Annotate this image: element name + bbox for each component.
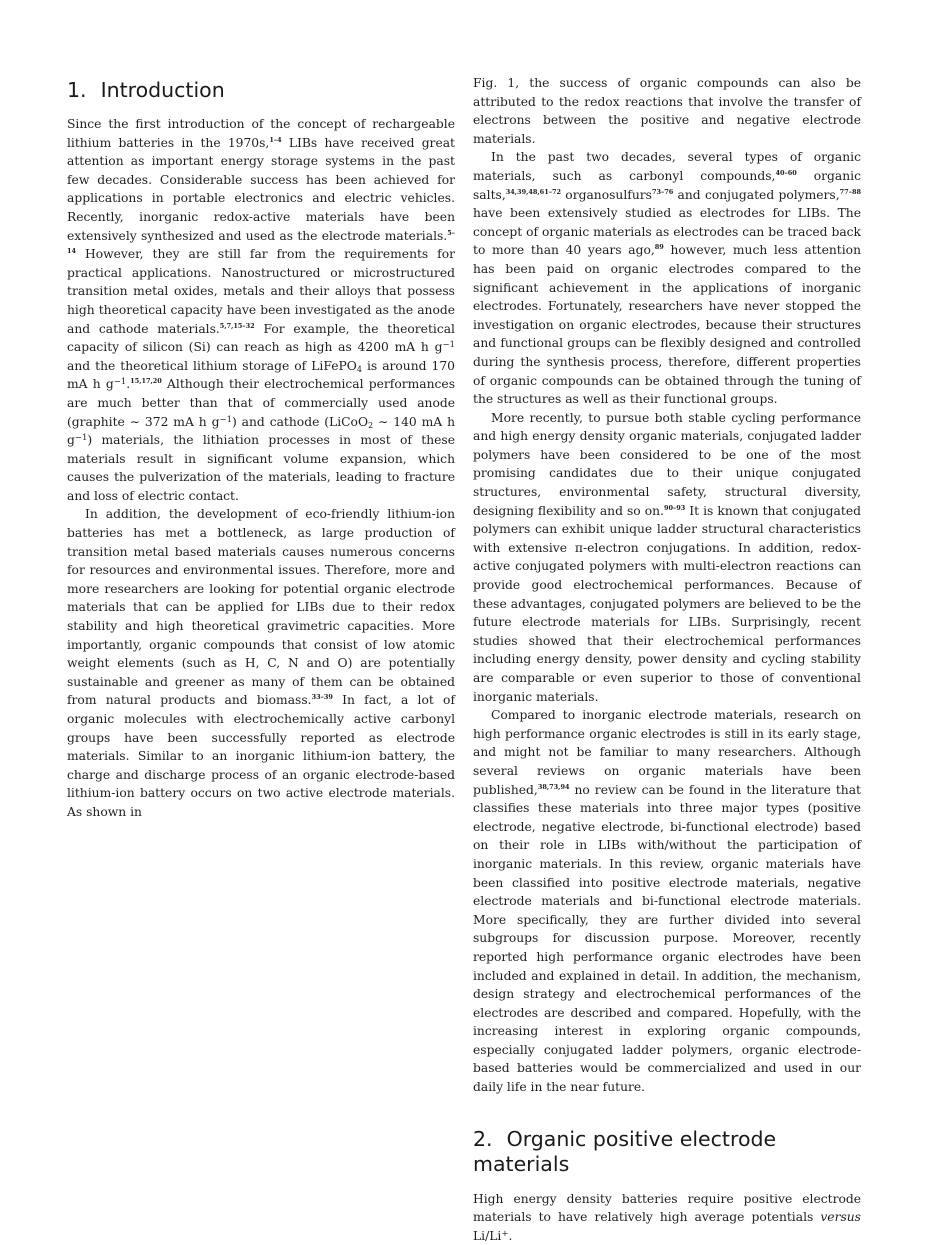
citation-ref: 34,39,48,61–72 bbox=[505, 187, 562, 196]
text: LIBs have received great attention as important energy storage systems in the past few decades. Considerable success has been achieved for applications in portable electronics and electric vehicles. Recently, inorganic redox-active materials have been extensively synthesized and used as the electrode materials. bbox=[67, 135, 455, 243]
paragraph-intro-5 bbox=[473, 706, 861, 1096]
text: ) materials, the lithiation processes in most of these materials result in significant volume expansion, which causes the pulverization of the materials, leading to fracture and loss of electric contact. bbox=[67, 433, 455, 503]
text: In addition, the development of eco-friendly lithium-ion batteries has met a bottleneck, as large production of transition metal based materials causes numerous concerns for resources and environmental issues. Therefore, more and more researchers are looking for potential organic electrode materials that can be applied for LIBs due to their redox stability and high theoretical gravimetric capacities. More importantly, organic compounds that consist of low atomic weight elements (such as H, C, N and O) are potentially sustainable and greener as many of them can be obtained from natural products and biomass. bbox=[67, 507, 455, 708]
citation-ref: 38,73,94 bbox=[537, 782, 570, 791]
right-column bbox=[473, 74, 861, 1245]
citation-ref: 5–14 bbox=[67, 228, 455, 256]
text: . bbox=[126, 377, 131, 392]
subscript: 4 bbox=[356, 364, 362, 374]
text: organosulfurs bbox=[561, 187, 652, 202]
citation-ref: 89 bbox=[654, 243, 664, 252]
unit-exponent: −1 bbox=[74, 433, 88, 444]
paragraph-intro-1 bbox=[67, 115, 455, 505]
text: For example, the theoretical capacity of silicon (Si) can reach as high as 4200 mA h g bbox=[67, 321, 455, 355]
citation-ref: 5,7,15–32 bbox=[219, 321, 255, 330]
text: Since the first introduction of the concept of rechargeable lithium batteries in the 1970s, bbox=[67, 117, 455, 150]
italic-term: versus bbox=[820, 1210, 861, 1225]
section-heading-positive-electrode bbox=[473, 1127, 861, 1177]
citation-ref: 40–60 bbox=[775, 168, 797, 177]
text: In the past two decades, several types of organic materials, such as carbonyl compounds, bbox=[473, 150, 861, 183]
citation-ref: 73–76 bbox=[651, 187, 674, 196]
section-number: 1. bbox=[67, 78, 87, 102]
text: however, much less attention has been paid on organic electrodes compared to the significant achievement in the applications of inorganic electrodes. Fortunately, researchers have never stopped the investigation on organic electrodes, because their structures and functional groups can be flexibly designed and controlled during the synthesis process, therefore, different properties of organic compounds can be obtained through the tuning of the structures as well as their functional groups. bbox=[473, 243, 861, 407]
section-number: 2. bbox=[473, 1126, 493, 1151]
citation-ref: 15,17,20 bbox=[130, 377, 162, 386]
left-column bbox=[67, 74, 455, 822]
section-heading-introduction bbox=[67, 78, 455, 103]
text: In fact, a lot of organic molecules with electrochemically active carbonyl groups have been successfully reported as electrode materials. Similar to an inorganic lithium-ion battery, the charge and discharge process of an organic electrode-based lithium-ion battery occurs on two active electrode materials. As shown in bbox=[67, 693, 455, 819]
text: . bbox=[508, 1228, 513, 1243]
citation-ref: 1–4 bbox=[269, 135, 282, 144]
paragraph-intro-4 bbox=[473, 409, 861, 707]
text: More recently, to pursue both stable cycling performance and high energy density organic materials, conjugated ladder polymers have been considered to be one of the most promising candidates due to their unique conjugated structures, environmental safety, structural diversity, designing flexibility and so on. bbox=[473, 410, 861, 518]
section-title: Introduction bbox=[100, 78, 225, 102]
text: no review can be found in the literature that classifies these materials into three major types (positive electrode, negative electrode, bi-functional electrode) based on their role in LIBs with/without the participation of inorganic materials. In this review, organic materials have been classified into positive electrode materials, negative electrode materials and bi-functional electrode materials. More specifically, they are further divided into several subgroups for discussion purpose. Moreover, recently reported high performance organic electrodes have been included and explained in detail. In addition, the mechanism, design strategy and electrochemical performances of the electrodes are described and compared. Hopefully, with the increasing interest in exploring organic compounds, especially conjugated ladder polymers, organic electrode-based batteries would be commercialized and used in our daily life in the near future. bbox=[473, 782, 861, 1095]
text: ) and cathode (LiCoO bbox=[231, 414, 369, 429]
text: and the theoretical lithium storage of LiFePO bbox=[67, 358, 357, 373]
text: Li/Li bbox=[473, 1228, 502, 1243]
citation-ref: 33–39 bbox=[311, 693, 333, 702]
text: is around 170 mA h g bbox=[67, 358, 455, 392]
text: have been extensively studied as electrodes for LIBs. The concept of organic materials as electrodes can be traced back to more than 40 years ago, bbox=[473, 206, 861, 258]
subscript: 2 bbox=[368, 420, 374, 430]
text: Although their electrochemical performances are much better than that of commercially used anode (graphite ∼ 372 mA h g bbox=[67, 377, 456, 429]
text: Compared to inorganic electrode materials, research on high performance organic electrodes is still in its early stage, and might not be familiar to many researchers. Although several reviews on organic materials have been published, bbox=[473, 708, 861, 797]
text: ∼ 140 mA h g bbox=[67, 414, 455, 448]
unit-exponent: −1 bbox=[219, 414, 232, 425]
paragraph-section2-1 bbox=[473, 1190, 861, 1245]
unit-exponent: −1 bbox=[442, 340, 455, 351]
citation-ref: 77–88 bbox=[839, 187, 861, 196]
unit-exponent: −1 bbox=[113, 377, 127, 388]
text: High energy density batteries require positive electrode materials to have relatively high average potentials bbox=[473, 1191, 861, 1225]
text: organic salts, bbox=[473, 168, 861, 202]
paragraph-intro-2 bbox=[67, 505, 455, 821]
text: It is known that conjugated polymers can exhibit unique ladder structural characteristics with extensive π-electron conjugations. In addition, redox-active conjugated polymers with multi-electron reactions can provide good electrochemical performances. Because of these advantages, conjugated polymers are believed to be the future electrode materials for LIBs. Surprisingly, recent studies showed that their electrochemical performances including energy density, power density and cycling stability are comparable or even superior to those of conventional inorganic materials. bbox=[473, 503, 861, 704]
paragraph-continued: Fig. 1, the success of organic compounds can also be attributed to the redox reactions that involve the transfer of electrons between the positive and negative electrode materials. bbox=[473, 76, 861, 146]
section-title: Organic positive electrode materials bbox=[473, 1126, 777, 1176]
citation-ref: 90–93 bbox=[663, 503, 686, 512]
paragraph-intro-3 bbox=[473, 148, 861, 408]
text: and conjugated polymers, bbox=[673, 187, 840, 202]
text: However, they are still far from the requirements for practical applications. Nanostructured or microstructured transition metal oxides, metals and their alloys that possess high theoretical capacity have been investigated as the anode and cathode materials. bbox=[67, 247, 455, 336]
ion-charge: + bbox=[501, 1228, 509, 1239]
